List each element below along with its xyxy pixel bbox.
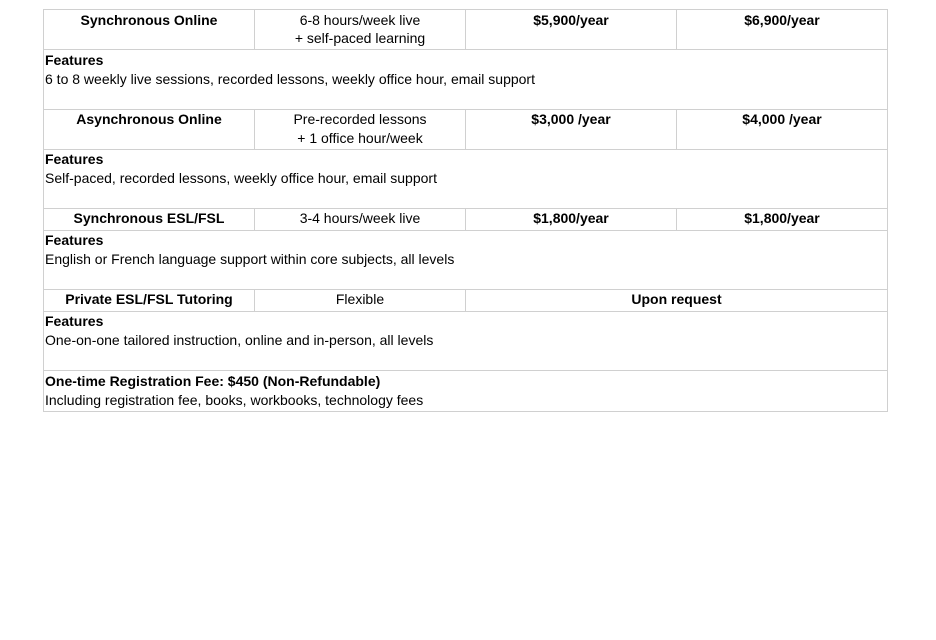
program-price: $4,000 /year <box>742 111 822 127</box>
program-schedule-line1: 3-4 hours/week live <box>299 210 421 226</box>
program-name: Synchronous Online <box>80 12 218 28</box>
program-name: Asynchronous Online <box>76 111 222 127</box>
program-schedule-line1: 6-8 hours/week live <box>299 12 421 28</box>
features-text: One-on-one tailored instruction, online and in-person, all levels <box>45 332 434 348</box>
registration-fee-title: One-time Registration Fee: $450 (Non-Refundable) <box>45 373 381 389</box>
program-price: $6,900/year <box>744 12 820 28</box>
program-schedule-line1: Flexible <box>335 291 385 307</box>
program-name: Synchronous ESL/FSL <box>73 210 225 226</box>
row-divider <box>43 49 888 50</box>
registration-fee-note: Including registration fee, books, workbooks, technology fees <box>45 392 424 408</box>
row-divider <box>43 311 888 312</box>
table-border-bottom <box>43 411 888 412</box>
program-name: Private ESL/FSL Tutoring <box>65 291 233 307</box>
features-label: Features <box>45 232 104 248</box>
program-schedule-line1: Pre-recorded lessons <box>293 111 427 127</box>
features-label: Features <box>45 52 104 68</box>
program-price: $5,900/year <box>533 12 609 28</box>
features-label: Features <box>45 151 104 167</box>
row-divider <box>43 370 888 371</box>
program-price: $1,800/year <box>533 210 609 226</box>
features-text: Self-paced, recorded lessons, weekly office hour, email support <box>45 170 437 186</box>
table-border-right <box>887 9 888 412</box>
program-schedule-line2: + self-paced learning <box>294 30 426 46</box>
features-label: Features <box>45 313 104 329</box>
row-divider <box>43 230 888 231</box>
features-text: English or French language support within core subjects, all levels <box>45 251 455 267</box>
features-text: 6 to 8 weekly live sessions, recorded lessons, weekly office hour, email support <box>45 71 535 87</box>
row-divider <box>43 149 888 150</box>
program-schedule-line2: + 1 office hour/week <box>297 130 423 146</box>
program-price: $1,800/year <box>744 210 820 226</box>
program-price: Upon request <box>631 291 722 307</box>
program-price: $3,000 /year <box>531 111 611 127</box>
